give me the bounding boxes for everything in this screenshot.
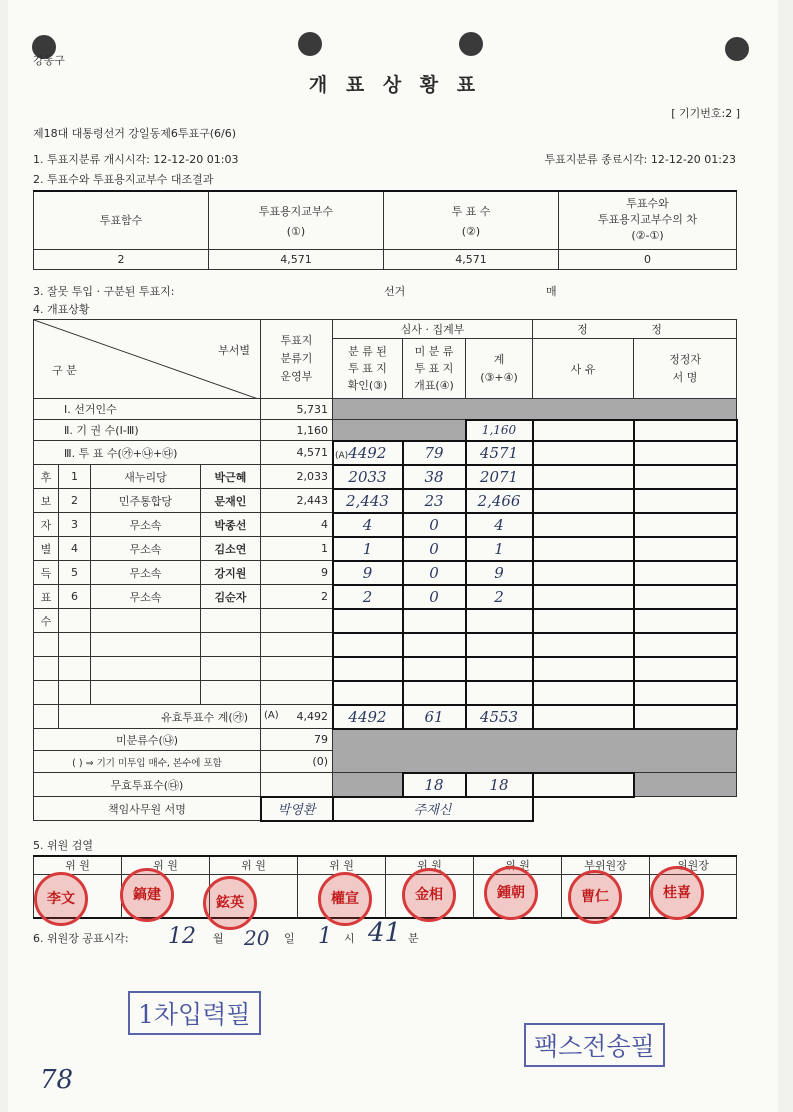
- candidate-party: 새누리당: [91, 465, 201, 489]
- empty-cell[interactable]: [466, 609, 533, 633]
- ballot-box-count-header: 투표함수: [34, 191, 209, 249]
- candidate-no: 6: [59, 585, 91, 609]
- staff-sign-label: 책임사무원 서명: [34, 797, 261, 821]
- valid-votes-reason[interactable]: [533, 705, 634, 729]
- issued-ballots: 4,571: [209, 249, 384, 269]
- table-row: [34, 561, 737, 585]
- dept-label: 부서별: [218, 344, 250, 357]
- shaded-cell: [333, 420, 466, 441]
- candidate-party: 무소속: [91, 561, 201, 585]
- side-label-char: 별: [34, 537, 59, 561]
- announce-minute: 41: [368, 918, 402, 948]
- table-row: [34, 729, 737, 751]
- candidate-corrector[interactable]: [634, 465, 737, 489]
- table-row: [34, 420, 737, 441]
- minute-unit: 분: [408, 932, 419, 945]
- candidate-reason[interactable]: [533, 489, 634, 513]
- candidate-sum: 2,466: [466, 489, 533, 513]
- empty-cell: [59, 633, 91, 657]
- hour-unit: 시: [344, 932, 355, 945]
- table-row: [34, 609, 737, 633]
- unclassified-header: 미 분 류 투 표 지 개표(④): [403, 339, 466, 399]
- committee-seal-stamp: 金相: [402, 868, 456, 922]
- candidate-machine: 2,033: [261, 465, 333, 489]
- candidate-unclassified: 0: [403, 513, 466, 537]
- reason-header: 사 유: [533, 339, 634, 399]
- candidate-sum: 2071: [466, 465, 533, 489]
- table-row: [34, 705, 737, 729]
- shaded-cell: [333, 729, 737, 773]
- empty-cell[interactable]: [333, 657, 403, 681]
- section-6-heading: 6. 위원장 공표시각:: [33, 932, 129, 945]
- candidate-unclassified: 0: [403, 585, 466, 609]
- sort-end-time: 투표지분류 종료시각: 12-12-20 01:23: [544, 153, 736, 166]
- empty-cell: [261, 681, 333, 705]
- candidate-unclassified: 0: [403, 561, 466, 585]
- candidate-no: 1: [59, 465, 91, 489]
- empty-cell: [201, 657, 261, 681]
- empty-cell: [59, 609, 91, 633]
- committee-role: 위 원: [386, 856, 474, 874]
- valid-votes-label: 유효투표수 계(㉮): [59, 705, 261, 729]
- candidate-unclassified: 23: [403, 489, 466, 513]
- empty-cell: [34, 681, 59, 705]
- candidate-no: 3: [59, 513, 91, 537]
- table-row: [34, 537, 737, 561]
- committee-seal-stamp: 李文: [34, 872, 88, 926]
- table-row: [34, 657, 737, 681]
- table-row: [34, 681, 737, 705]
- unclassified-count-label: 미분류수(㉯): [34, 729, 261, 751]
- punch-hole: [459, 32, 483, 56]
- empty-cell: [201, 609, 261, 633]
- candidate-unclassified: 0: [403, 537, 466, 561]
- side-label-char: 표: [34, 585, 59, 609]
- candidate-classified: 2,443: [333, 489, 403, 513]
- candidate-sum: 9: [466, 561, 533, 585]
- table-row: [34, 441, 737, 465]
- empty-cell[interactable]: [533, 609, 634, 633]
- candidate-no: 4: [59, 537, 91, 561]
- vote-count: 4,571: [384, 249, 559, 269]
- empty-cell[interactable]: [333, 609, 403, 633]
- abstain-label: Ⅱ. 기 권 수(Ⅰ-Ⅲ): [34, 420, 261, 441]
- table-row: [34, 489, 737, 513]
- abstain-machine: 1,160: [261, 420, 333, 441]
- candidate-no: 2: [59, 489, 91, 513]
- committee-seal-stamp: 桂喜: [650, 866, 704, 920]
- empty-cell[interactable]: [466, 681, 533, 705]
- invalid-votes-machine: [261, 773, 333, 797]
- abstain-reason[interactable]: [533, 420, 634, 441]
- candidate-reason[interactable]: [533, 561, 634, 585]
- valid-votes-unclassified: 61: [403, 705, 466, 729]
- candidate-reason[interactable]: [533, 537, 634, 561]
- empty-cell: [34, 705, 59, 729]
- committee-seal-stamp: 曹仁: [568, 870, 622, 924]
- empty-cell: [91, 681, 201, 705]
- committee-role: 위 원: [474, 856, 562, 874]
- candidate-name: 김순자: [201, 585, 261, 609]
- candidate-reason[interactable]: [533, 465, 634, 489]
- empty-cell[interactable]: [466, 657, 533, 681]
- table-row: [34, 513, 737, 537]
- staff-signature-2[interactable]: 주재신: [333, 797, 533, 821]
- candidate-classified: 2: [333, 585, 403, 609]
- empty-cell[interactable]: [533, 681, 634, 705]
- shaded-cell: [634, 773, 737, 797]
- empty-cell: [59, 681, 91, 705]
- ballot-comparison-table: [33, 190, 737, 270]
- month-unit: 월: [213, 932, 224, 945]
- count-status-table: [33, 319, 737, 821]
- empty-cell: [59, 657, 91, 681]
- empty-cell: [201, 633, 261, 657]
- staff-signature-1[interactable]: 박영환: [261, 797, 333, 821]
- shaded-cell: [333, 399, 737, 420]
- empty-cell: [261, 633, 333, 657]
- side-label-char: 자: [34, 513, 59, 537]
- side-label-char: 득: [34, 561, 59, 585]
- candidate-sum: 2: [466, 585, 533, 609]
- valid-votes-classified: 4492: [333, 705, 403, 729]
- machine-note-label: ( ) ⇒ 기기 미투입 매수, 본수에 포함: [34, 751, 261, 773]
- invalid-votes-label: 무효투표수(㉰): [34, 773, 261, 797]
- valid-votes-sum: 4553: [466, 705, 533, 729]
- district-label: 강동구: [33, 54, 65, 67]
- abstain-corrector[interactable]: [634, 420, 737, 441]
- candidate-machine: 9: [261, 561, 333, 585]
- side-label-char: 보: [34, 489, 59, 513]
- valid-votes-corrector[interactable]: [634, 705, 737, 729]
- candidate-classified: 2033: [333, 465, 403, 489]
- category-header-cell: [34, 320, 261, 399]
- candidate-machine: 1: [261, 537, 333, 561]
- shaded-cell: [333, 773, 403, 797]
- candidate-classified: 9: [333, 561, 403, 585]
- difference: 0: [559, 249, 737, 269]
- candidate-no: 5: [59, 561, 91, 585]
- committee-role: 위원장: [650, 856, 737, 874]
- table-row: [34, 773, 737, 797]
- candidate-name: 박종선: [201, 513, 261, 537]
- sort-start-time: 1. 투표지분류 개시시각: 12-12-20 01:03: [33, 153, 239, 166]
- votes-classified-cell: (A)4492: [333, 441, 403, 465]
- empty-cell[interactable]: [533, 633, 634, 657]
- candidate-name: 문재인: [201, 489, 261, 513]
- committee-role: 위 원: [34, 856, 122, 874]
- vote-count-header: 투 표 수 (②): [384, 191, 559, 249]
- empty-cell: [34, 657, 59, 681]
- punch-hole: [725, 37, 749, 61]
- candidate-sum: 4: [466, 513, 533, 537]
- votes-label: Ⅲ. 투 표 수(㉮+㉯+㉰): [34, 441, 261, 465]
- election-subtitle: 제18대 대통령선거 강일동제6투표구(6/6): [33, 127, 237, 140]
- empty-cell[interactable]: [333, 633, 403, 657]
- invalid-votes-unclassified: 18: [403, 773, 466, 797]
- candidate-classified: 1: [333, 537, 403, 561]
- committee-seal-stamp: 鉉英: [203, 876, 257, 930]
- candidate-name: 박근혜: [201, 465, 261, 489]
- candidate-party: 민주통합당: [91, 489, 201, 513]
- candidate-party: 무소속: [91, 537, 201, 561]
- empty-cell: [201, 681, 261, 705]
- committee-role: 위 원: [122, 856, 210, 874]
- votes-reason[interactable]: [533, 441, 634, 465]
- table-row: [34, 633, 737, 657]
- unclassified-count-machine: 79: [261, 729, 333, 751]
- committee-role: 부위원장: [562, 856, 650, 874]
- correction-header: 정 정: [533, 320, 737, 339]
- candidate-corrector[interactable]: [634, 513, 737, 537]
- committee-role: 위 원: [210, 856, 298, 874]
- candidate-party: 무소속: [91, 585, 201, 609]
- empty-cell[interactable]: [333, 681, 403, 705]
- valid-votes-machine: 4,492: [296, 710, 328, 723]
- empty-cell[interactable]: [634, 657, 737, 681]
- diagonal-line: [34, 320, 261, 399]
- empty-cell[interactable]: [403, 609, 466, 633]
- candidate-name: 강지원: [201, 561, 261, 585]
- section-5-heading: 5. 위원 검열: [33, 839, 93, 852]
- invalid-votes-sum: 18: [466, 773, 533, 797]
- machine-unit-header: 투표지 분류기 운영부: [261, 320, 333, 399]
- empty-cell: [261, 657, 333, 681]
- issued-ballots-header: 투표용지교부수 (①): [209, 191, 384, 249]
- voters-label: Ⅰ. 선거인수: [34, 399, 261, 420]
- announce-day: 20: [244, 926, 270, 950]
- section-2-heading: 2. 투표수와 투표용지교부수 대조결과: [33, 173, 214, 186]
- empty-cell[interactable]: [634, 633, 737, 657]
- candidate-reason[interactable]: [533, 585, 634, 609]
- candidate-name: 김소연: [201, 537, 261, 561]
- table-row: [34, 797, 737, 821]
- section-3-heading: 3. 잘못 투입 · 구분된 투표지:: [33, 285, 175, 298]
- empty-cell: [91, 633, 201, 657]
- announce-month: 12: [168, 924, 196, 949]
- section-3-unit: 매: [546, 285, 557, 298]
- sum-header: 계 (③+④): [466, 339, 533, 399]
- votes-unclassified: 79: [403, 441, 466, 465]
- votes-corrector[interactable]: [634, 441, 737, 465]
- side-label-char: 후: [34, 465, 59, 489]
- corrector-header: 정정자 서 명: [634, 339, 737, 399]
- candidate-reason[interactable]: [533, 513, 634, 537]
- fax-sent-stamp: 팩스전송필: [524, 1023, 665, 1067]
- candidate-machine: 2,443: [261, 489, 333, 513]
- empty-cell[interactable]: [533, 657, 634, 681]
- votes-sum: 4571: [466, 441, 533, 465]
- empty-cell: [34, 633, 59, 657]
- section-4-heading: 4. 개표상황: [33, 303, 90, 316]
- empty-cell[interactable]: [403, 681, 466, 705]
- ballot-box-count: 2: [34, 249, 209, 269]
- valid-votes-machine-cell: (A) 4,492: [261, 705, 333, 729]
- committee-seal-stamp: 鎬建: [120, 868, 174, 922]
- category-label: 구 분: [52, 364, 77, 377]
- empty-cell[interactable]: [466, 633, 533, 657]
- committee-seal-stamp: 權宣: [318, 872, 372, 926]
- candidate-party: 무소속: [91, 513, 201, 537]
- candidate-corrector[interactable]: [634, 489, 737, 513]
- first-input-stamp: 1차입력필: [128, 991, 261, 1035]
- table-row: [34, 585, 737, 609]
- side-label-char: 수: [34, 609, 59, 633]
- empty-cell: [91, 609, 201, 633]
- candidate-classified: 4: [333, 513, 403, 537]
- candidate-corrector[interactable]: [634, 561, 737, 585]
- table-row: [34, 465, 737, 489]
- page-mark: 78: [40, 1065, 74, 1095]
- empty-cell[interactable]: [403, 657, 466, 681]
- abstain-sum: 1,160: [466, 420, 533, 441]
- committee-role: 위 원: [298, 856, 386, 874]
- announce-hour: 1: [318, 924, 332, 949]
- machine-note-value: (0): [261, 751, 333, 773]
- candidate-machine: 2: [261, 585, 333, 609]
- candidate-sum: 1: [466, 537, 533, 561]
- voters-machine: 5,731: [261, 399, 333, 420]
- page-title: 개 표 상 황 표: [308, 74, 482, 96]
- candidate-machine: 4: [261, 513, 333, 537]
- candidate-corrector[interactable]: [634, 585, 737, 609]
- punch-hole: [298, 32, 322, 56]
- empty-cell[interactable]: [634, 609, 737, 633]
- review-header: 심사 · 집계부: [333, 320, 533, 339]
- candidate-corrector[interactable]: [634, 537, 737, 561]
- committee-seal-stamp: 鍾朝: [484, 866, 538, 920]
- empty-cell[interactable]: [634, 681, 737, 705]
- candidate-unclassified: 38: [403, 465, 466, 489]
- section-3-election: 선거: [384, 285, 406, 298]
- difference-header: 투표수와 투표용지교부수의 차 (②-①): [559, 191, 737, 249]
- votes-classified: 4492: [348, 443, 387, 462]
- votes-machine: 4,571: [261, 441, 333, 465]
- machine-number: [ 기기번호:2 ]: [671, 107, 740, 120]
- empty-cell: [261, 609, 333, 633]
- day-unit: 일: [284, 932, 295, 945]
- invalid-votes-reason[interactable]: [533, 773, 634, 797]
- table-row: [34, 399, 737, 420]
- empty-cell: [91, 657, 201, 681]
- classified-header: 분 류 된 투 표 지 확인(③): [333, 339, 403, 399]
- empty-cell: [533, 797, 737, 821]
- empty-cell[interactable]: [403, 633, 466, 657]
